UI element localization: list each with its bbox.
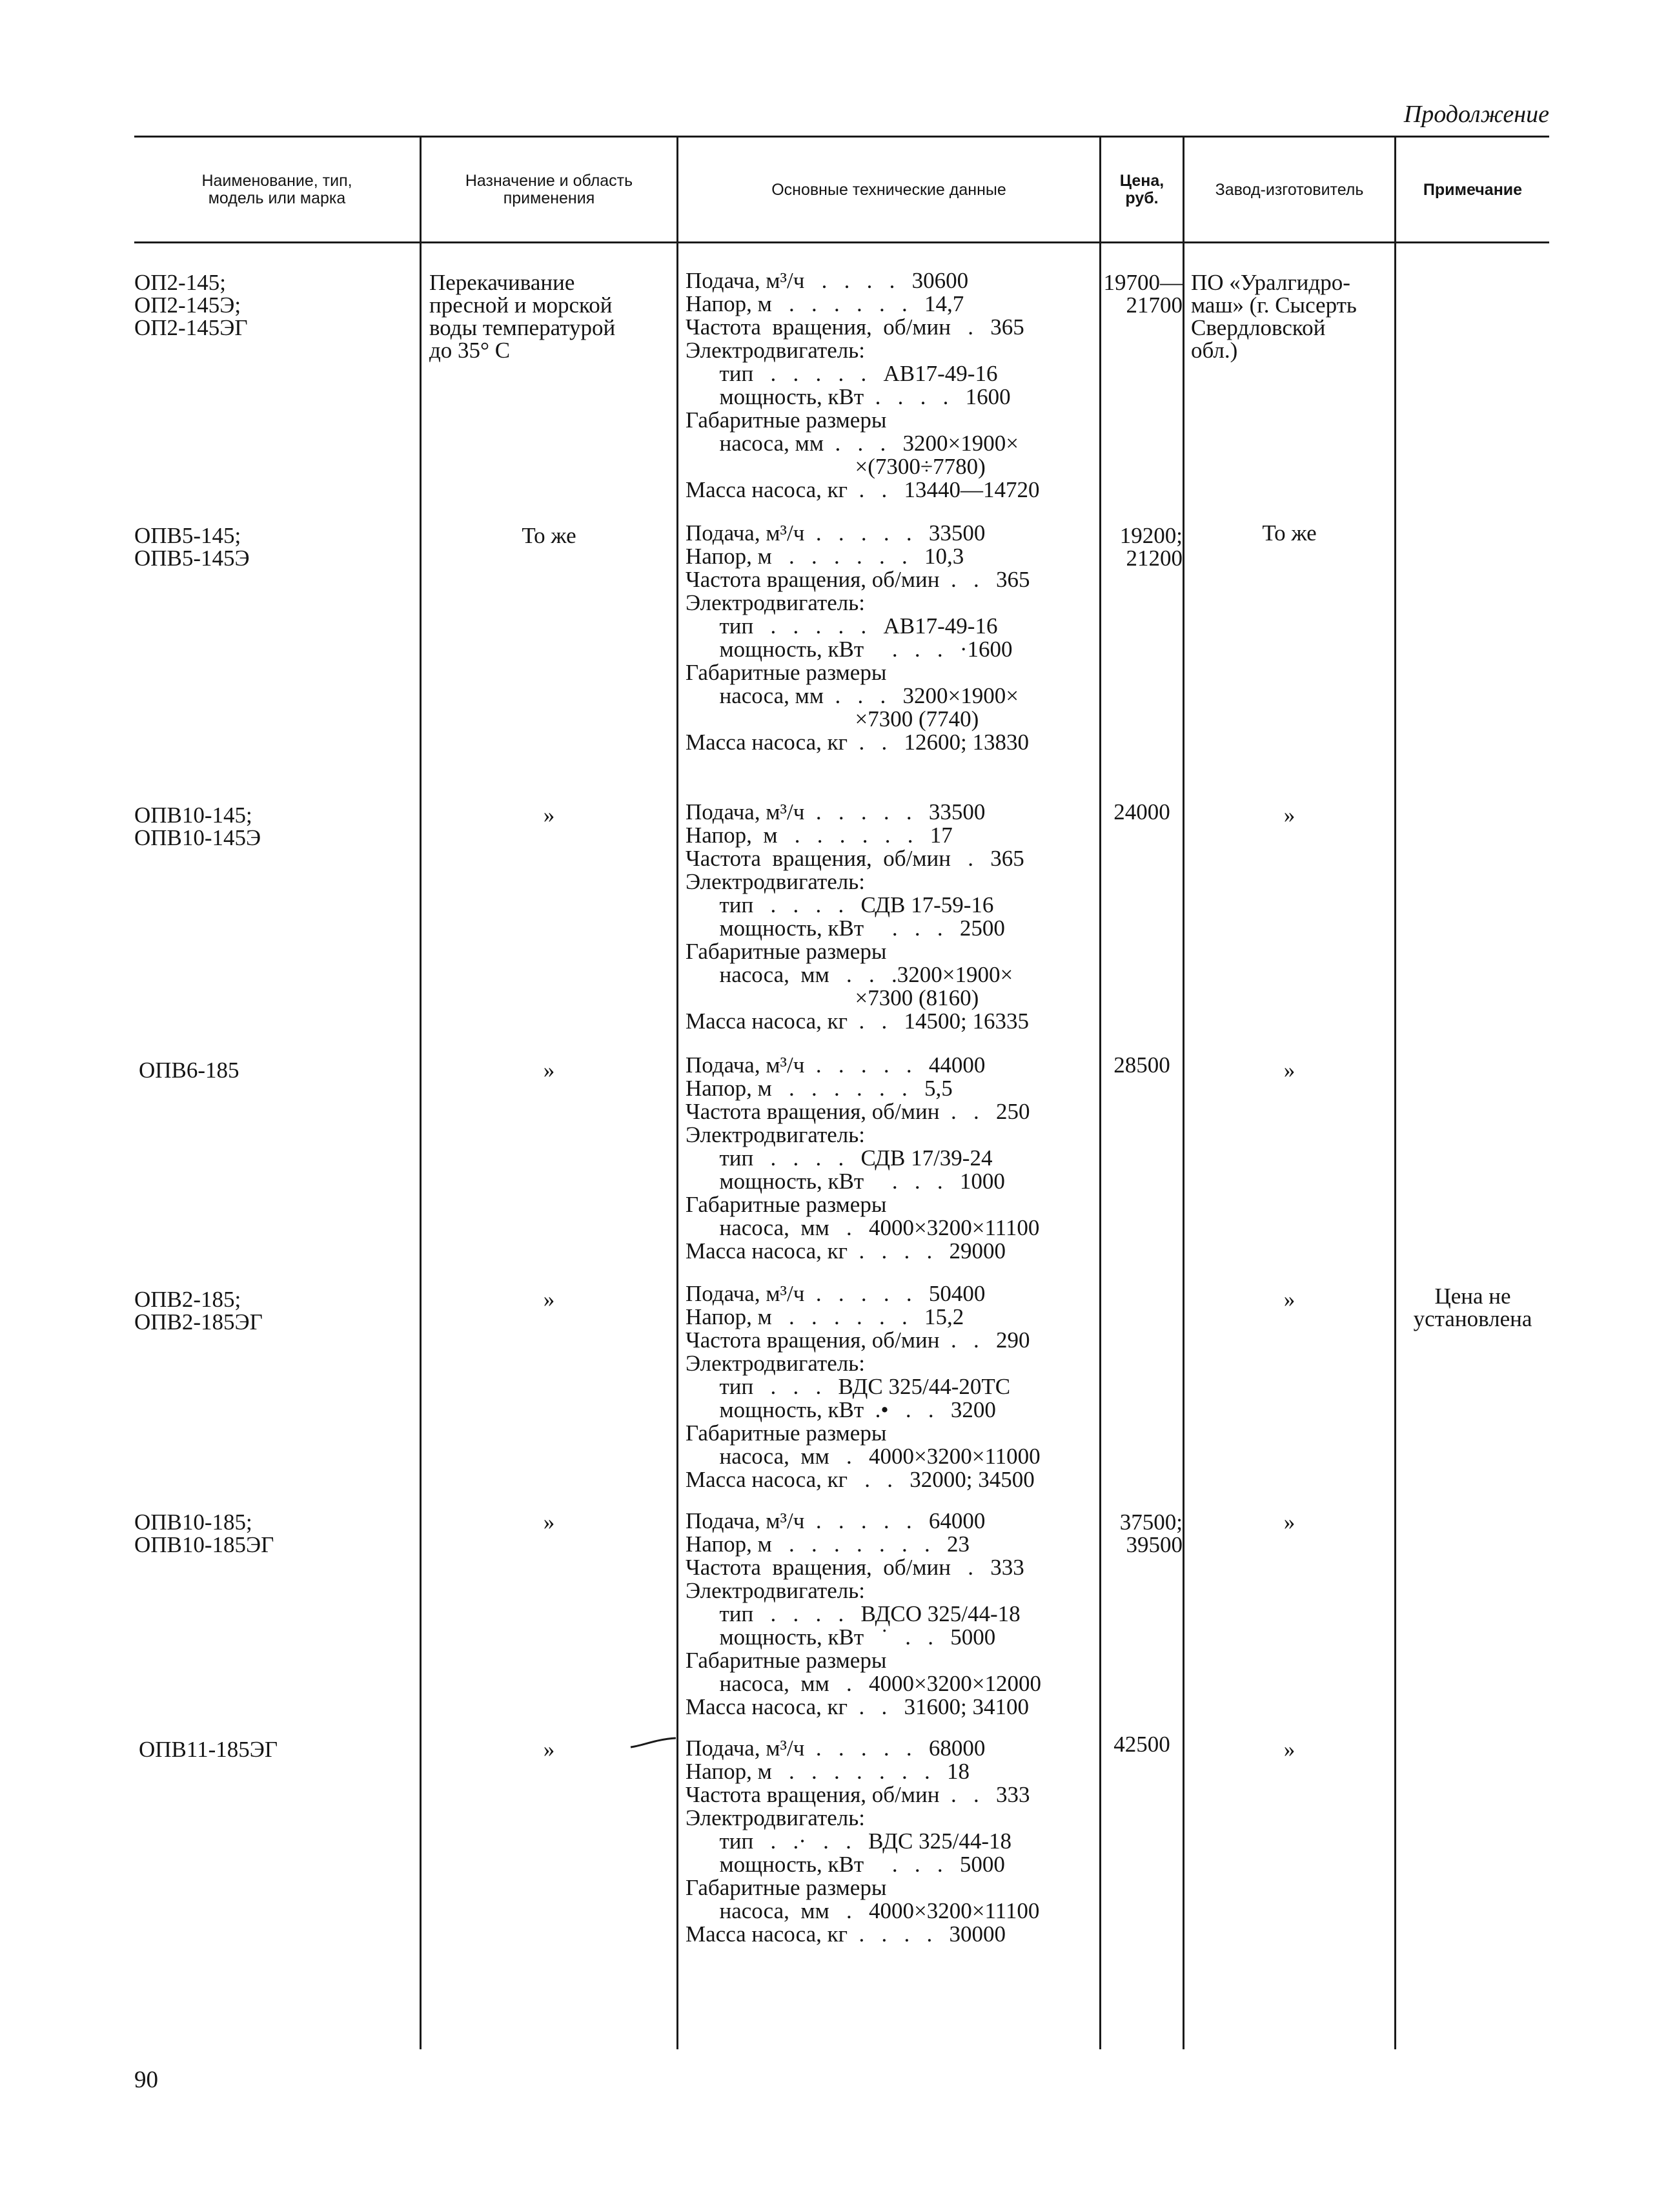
row-5-maker: » (1283, 1287, 1296, 1312)
row-4-purpose: » (543, 1058, 555, 1083)
row-3-price: 24000 (1113, 799, 1170, 824)
row-7-purpose: » (543, 1737, 555, 1762)
column-divider-5 (1394, 137, 1396, 2049)
row-1-specs: Подача, м³/ч . . . . 30600 Напор, м . . . . . . 14,7 Частота вращения, об/мин . 365 Электродвигатель: тип . . . . . АВ17-49-16 мощность, кВт . . . . 1600 Габаритные размеры насоса, мм . . . 3200×1900× ×(7300÷7780) Масса насоса, кг . . 13440—14720 (686, 268, 1040, 502)
column-header-purpose: Назначение и область применения (465, 172, 633, 207)
row-5-name: ОПВ2-185; ОПВ2-185ЭГ (134, 1287, 263, 1335)
row-4-maker: » (1283, 1058, 1296, 1083)
pen-mark (629, 1736, 678, 1750)
row-5-purpose: » (543, 1287, 555, 1312)
row-2-maker: То же (1262, 520, 1317, 546)
column-divider-2 (676, 137, 678, 2049)
row-2-price: 19200; 21200 (1119, 523, 1183, 571)
row-6-maker: » (1283, 1510, 1296, 1535)
column-header-price: Цена, руб. (1119, 172, 1164, 207)
column-divider-3 (1099, 137, 1101, 2049)
row-5-specs: Подача, м³/ч . . . . . 50400 Напор, м . . . . . . 15,2 Частота вращения, об/мин . . 290 Электродвигатель: тип . . . ВДС 325/44-20ТС мощность, кВт .• . . 3200 Габаритные размеры насоса, мм . 4000×3200×11000 Масса насоса, кг . . 32000; 34500 (686, 1281, 1041, 1492)
column-header-specs: Основные технические данные (771, 180, 1006, 199)
row-6-price: 37500; 39500 (1119, 1510, 1183, 1557)
continued-label: Продолжение (1403, 101, 1549, 128)
header-bottom-rule (134, 241, 1549, 243)
row-2-specs: Подача, м³/ч . . . . . 33500 Напор, м . . . . . . 10,3 Частота вращения, об/мин . . 365 Электродвигатель: тип . . . . . АВ17-49-16 мощность, кВт . . . ·1600 Габаритные размеры насоса, мм . . . 3200×1900× ×7300 (7740) Масса насоса, кг . . 12600; 13830 (686, 520, 1030, 755)
column-header-maker: Завод-изготовитель (1215, 180, 1364, 199)
column-header-name: Наименование, тип, модель или марка (201, 172, 352, 207)
row-7-maker: » (1283, 1737, 1296, 1762)
row-6-name: ОПВ10-185; ОПВ10-185ЭГ (134, 1510, 274, 1557)
column-divider-1 (420, 137, 422, 2049)
row-1-maker: ПО «Уралгидро- маш» (г. Сысерть Свердловской обл.) (1191, 270, 1357, 363)
row-2-name: ОПВ5-145; ОПВ5-145Э (134, 523, 250, 571)
page-number: 90 (134, 2067, 158, 2093)
row-2-purpose: То же (522, 523, 576, 548)
row-1-purpose: Перекачивание пресной и морской воды температурой до 35° С (429, 270, 616, 363)
row-7-specs: Подача, м³/ч . . . . . 68000 Напор, м . . . . . . . 18 Частота вращения, об/мин . . 333 Электродвигатель: тип . .· . . ВДС 325/44-18 мощность, кВт . . . 5000 Габаритные размеры насоса, мм . 4000×3200×11100 Масса насоса, кг . . . . 30000 (686, 1736, 1040, 1947)
row-7-price: 42500 (1113, 1732, 1170, 1757)
header-top-rule (134, 136, 1549, 138)
column-header-note: Примечание (1423, 180, 1523, 199)
row-5-note: Цена не установлена (1413, 1284, 1532, 1331)
row-4-price: 28500 (1113, 1052, 1170, 1078)
row-4-name: ОПВ6-185 (139, 1058, 239, 1083)
row-7-name: ОПВ11-185ЭГ (139, 1737, 278, 1762)
row-1-name: ОП2-145; ОП2-145Э; ОП2-145ЭГ (134, 270, 248, 340)
row-1-price: 19700— 21700 (1103, 270, 1183, 318)
row-3-specs: Подача, м³/ч . . . . . 33500 Напор, м . . . . . . 17 Частота вращения, об/мин . 365 Электродвигатель: тип . . . . СДВ 17-59-16 мощность, кВт . . . 2500 Габаритные размеры насоса, мм . . .3200×1900× ×7300 (8160) Масса насоса, кг . . 14500; 16335 (686, 799, 1029, 1034)
row-6-purpose: » (543, 1510, 555, 1535)
row-6-specs: Подача, м³/ч . . . . . 64000 Напор, м . . . . . . . 23 Частота вращения, об/мин . 333 Электродвигатель: тип . . . . ВДСО 325/44-18 мощность, кВт ˙ . . 5000 Габаритные размеры насоса, мм . 4000×3200×12000 Масса насоса, кг . . 31600; 34100 (686, 1508, 1041, 1719)
row-4-specs: Подача, м³/ч . . . . . 44000 Напор, м . . . . . . 5,5 Частота вращения, об/мин . . 250 Электродвигатель: тип . . . . СДВ 17/39-24 мощность, кВт . . . 1000 Габаритные размеры насоса, мм . 4000×3200×11100 Масса насоса, кг . . . . 29000 (686, 1052, 1040, 1264)
row-3-purpose: » (543, 803, 555, 828)
row-3-maker: » (1283, 803, 1296, 828)
column-divider-4 (1183, 137, 1184, 2049)
row-3-name: ОПВ10-145; ОПВ10-145Э (134, 803, 261, 850)
